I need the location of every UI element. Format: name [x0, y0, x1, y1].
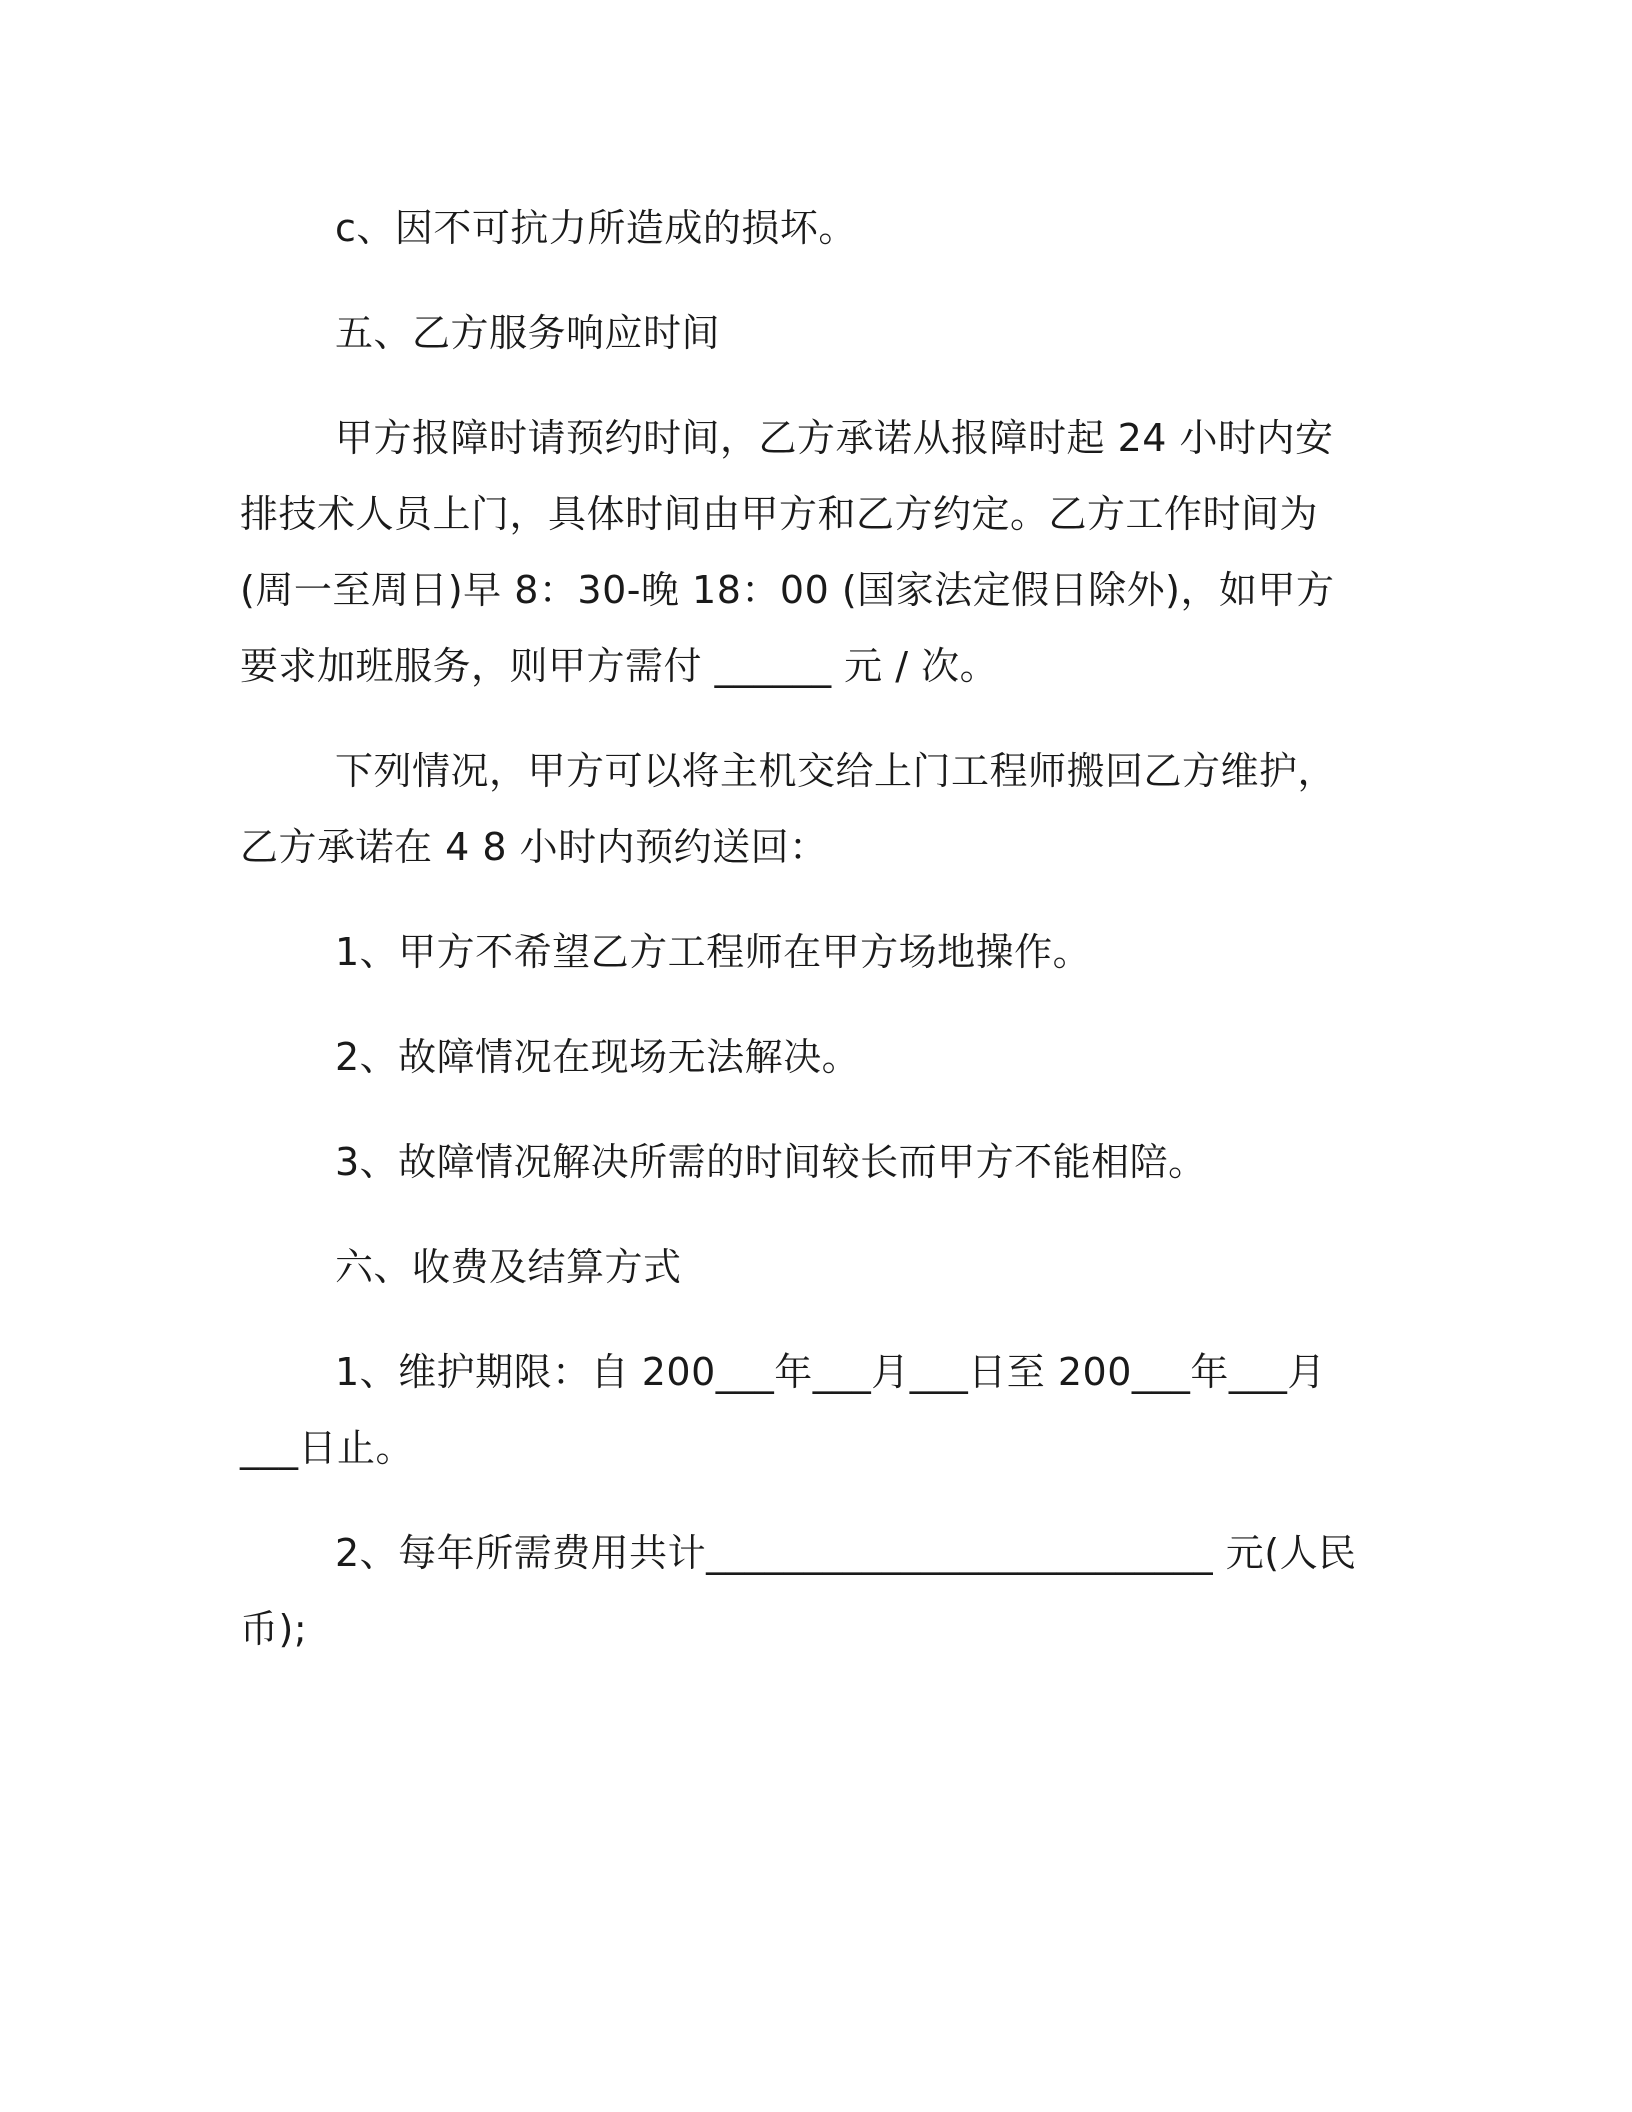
paragraph-return-conditions: 下列情况，甲方可以将主机交给上门工程师搬回乙方维护，乙方承诺在 4 8 小时内预约送回：: [240, 749, 1337, 869]
list-item-1: 1、甲方不希望乙方工程师在甲方场地操作。: [335, 930, 1092, 974]
clause-item-c: c、因不可抗力所造成的损坏。: [335, 206, 857, 250]
list-item-2: 2、故障情况在现场无法解决。: [335, 1035, 861, 1079]
list-item-3: 3、故障情况解决所需的时间较长而甲方不能相陪。: [335, 1140, 1207, 1184]
section-heading-response-time: 五、乙方服务响应时间: [335, 311, 721, 355]
fee-item-maintenance-period: 1、维护期限：自 200___年___月___日至 200___年___月___日止。: [240, 1350, 1326, 1470]
section-heading-fees: 六、收费及结算方式: [335, 1245, 682, 1289]
document-body: [240, 190, 1370, 1667]
paragraph-response-commitment: 甲方报障时请预约时间，乙方承诺从报障时起 24 小时内安排技术人员上门，具体时间由甲方和乙方约定。乙方工作时间为(周一至周日)早 8：30-晚 18：00 (国家法定假日除外)，如甲方要求加班服务，则甲方需付 ______ 元 / 次。: [240, 416, 1335, 688]
fee-item-annual-cost: 2、每年所需费用共计__________________________ 元(人民币);: [240, 1531, 1357, 1651]
